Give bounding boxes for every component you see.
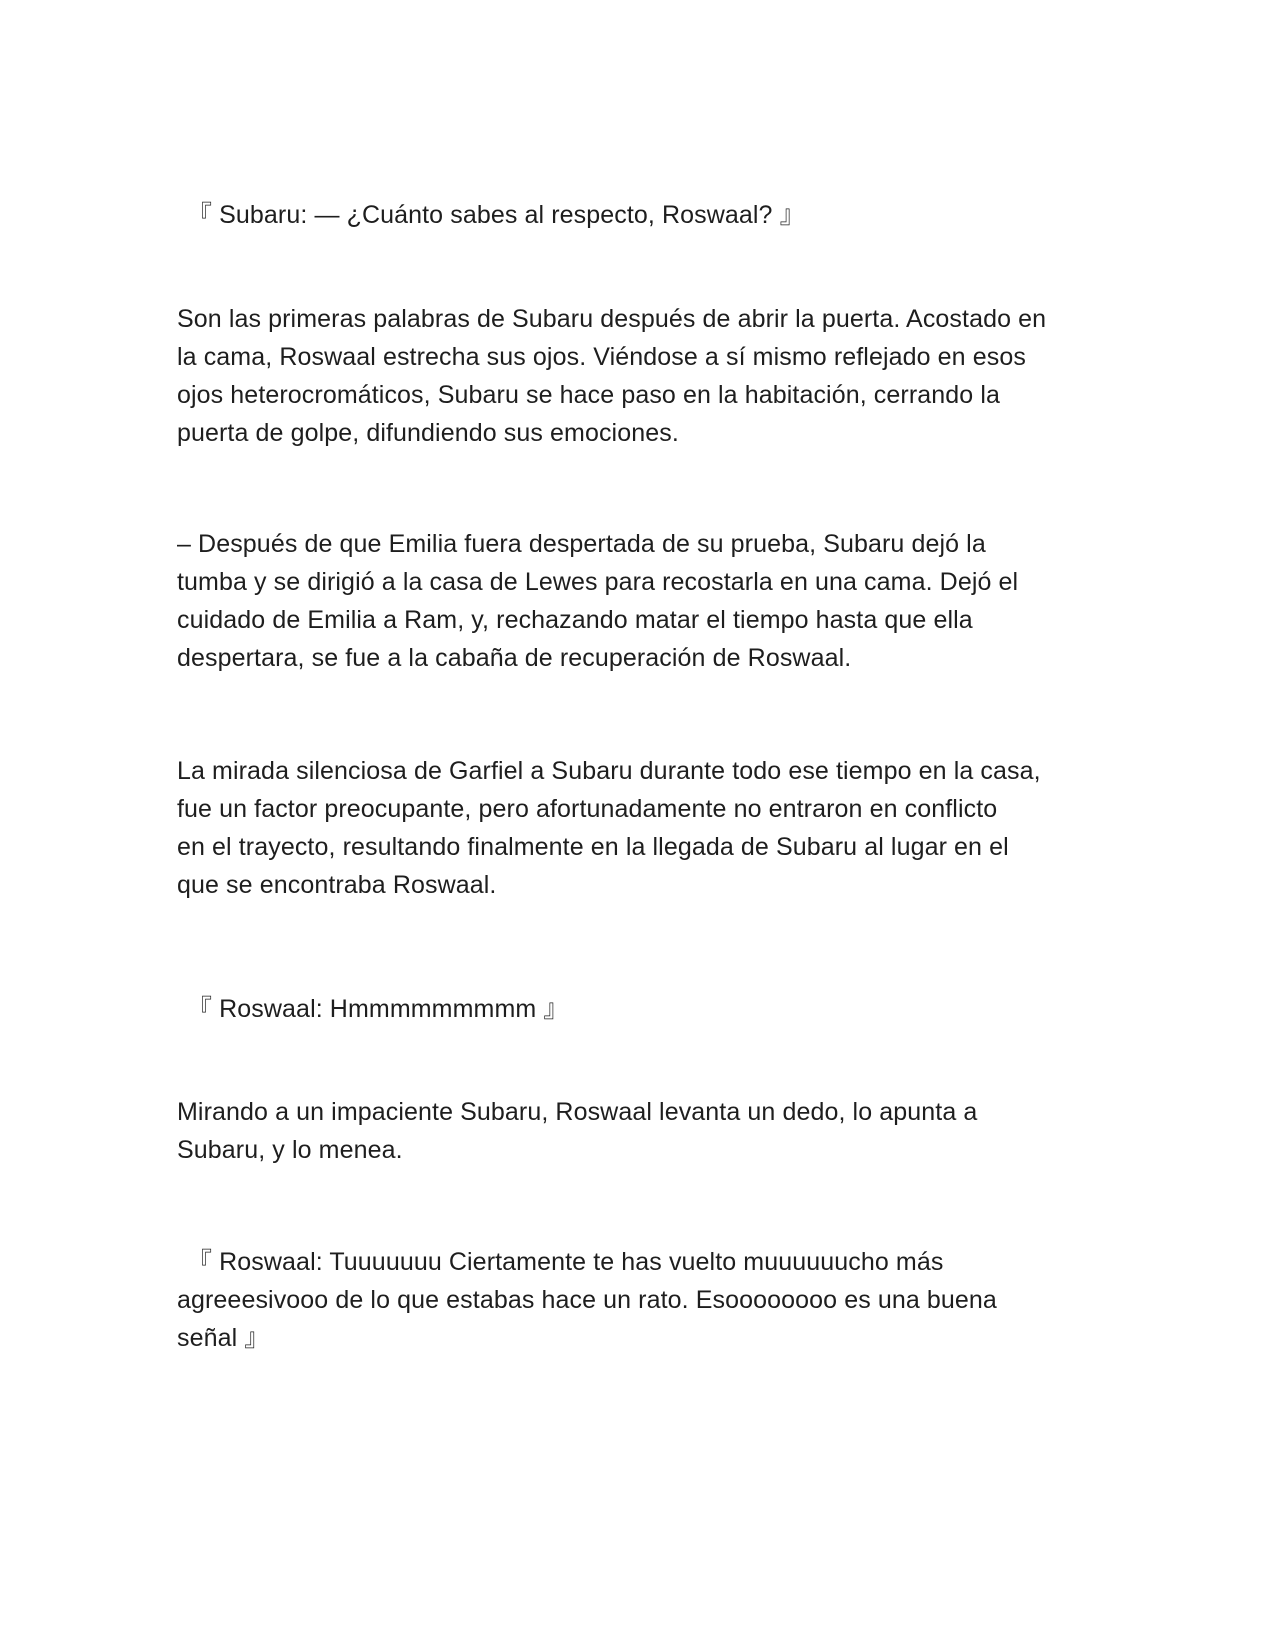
text-line: tumba y se dirigió a la casa de Lewes para recostarla en una cama. Dejó el — [177, 568, 1019, 596]
dialogue-roswaal-speech — [177, 1243, 1097, 1357]
text-line: en el trayecto, resultando finalmente en la llegada de Subaru al lugar en el — [177, 833, 1009, 861]
text-line: Subaru, y lo menea. — [177, 1136, 403, 1164]
narration-paragraph-2 — [177, 525, 1097, 677]
text-line: la cama, Roswaal estrecha sus ojos. Viéndose a sí mismo reflejado en esos — [177, 343, 1026, 371]
text-line: Mirando a un impaciente Subaru, Roswaal levanta un dedo, lo apunta a — [177, 1098, 978, 1126]
narration-paragraph-4 — [177, 1093, 1097, 1169]
narration-paragraph-1 — [177, 300, 1097, 452]
text-line: señal 』 — [177, 1324, 270, 1352]
text-line: 『 Subaru: — ¿Cuánto sabes al respecto, Roswaal? 』 — [187, 201, 805, 229]
text-line: puerta de golpe, difundiendo sus emociones. — [177, 419, 679, 447]
text-line: 『 Roswaal: Hmmmmmmmmm 』 — [187, 995, 569, 1023]
text-line: fue un factor preocupante, pero afortunadamente no entraron en conflicto — [177, 795, 998, 823]
text-line: despertara, se fue a la cabaña de recuperación de Roswaal. — [177, 644, 852, 672]
narration-paragraph-3 — [177, 752, 1097, 904]
text-line: Son las primeras palabras de Subaru después de abrir la puerta. Acostado en — [177, 305, 1047, 333]
text-line: ojos heterocromáticos, Subaru se hace paso en la habitación, cerrando la — [177, 381, 1000, 409]
text-line: que se encontraba Roswaal. — [177, 871, 497, 899]
dialogue-subaru-question — [177, 196, 1097, 234]
text-line: – Después de que Emilia fuera despertada de su prueba, Subaru dejó la — [177, 530, 986, 558]
dialogue-roswaal-hmm — [177, 990, 1097, 1028]
text-line: agreeesivooo de lo que estabas hace un rato. Esoooooooo es una buena — [177, 1286, 997, 1314]
text-line: 『 Roswaal: Tuuuuuuu Ciertamente te has vuelto muuuuuucho más — [187, 1248, 944, 1276]
text-line: La mirada silenciosa de Garfiel a Subaru durante todo ese tiempo en la casa, — [177, 757, 1041, 785]
text-line: cuidado de Emilia a Ram, y, rechazando matar el tiempo hasta que ella — [177, 606, 973, 634]
